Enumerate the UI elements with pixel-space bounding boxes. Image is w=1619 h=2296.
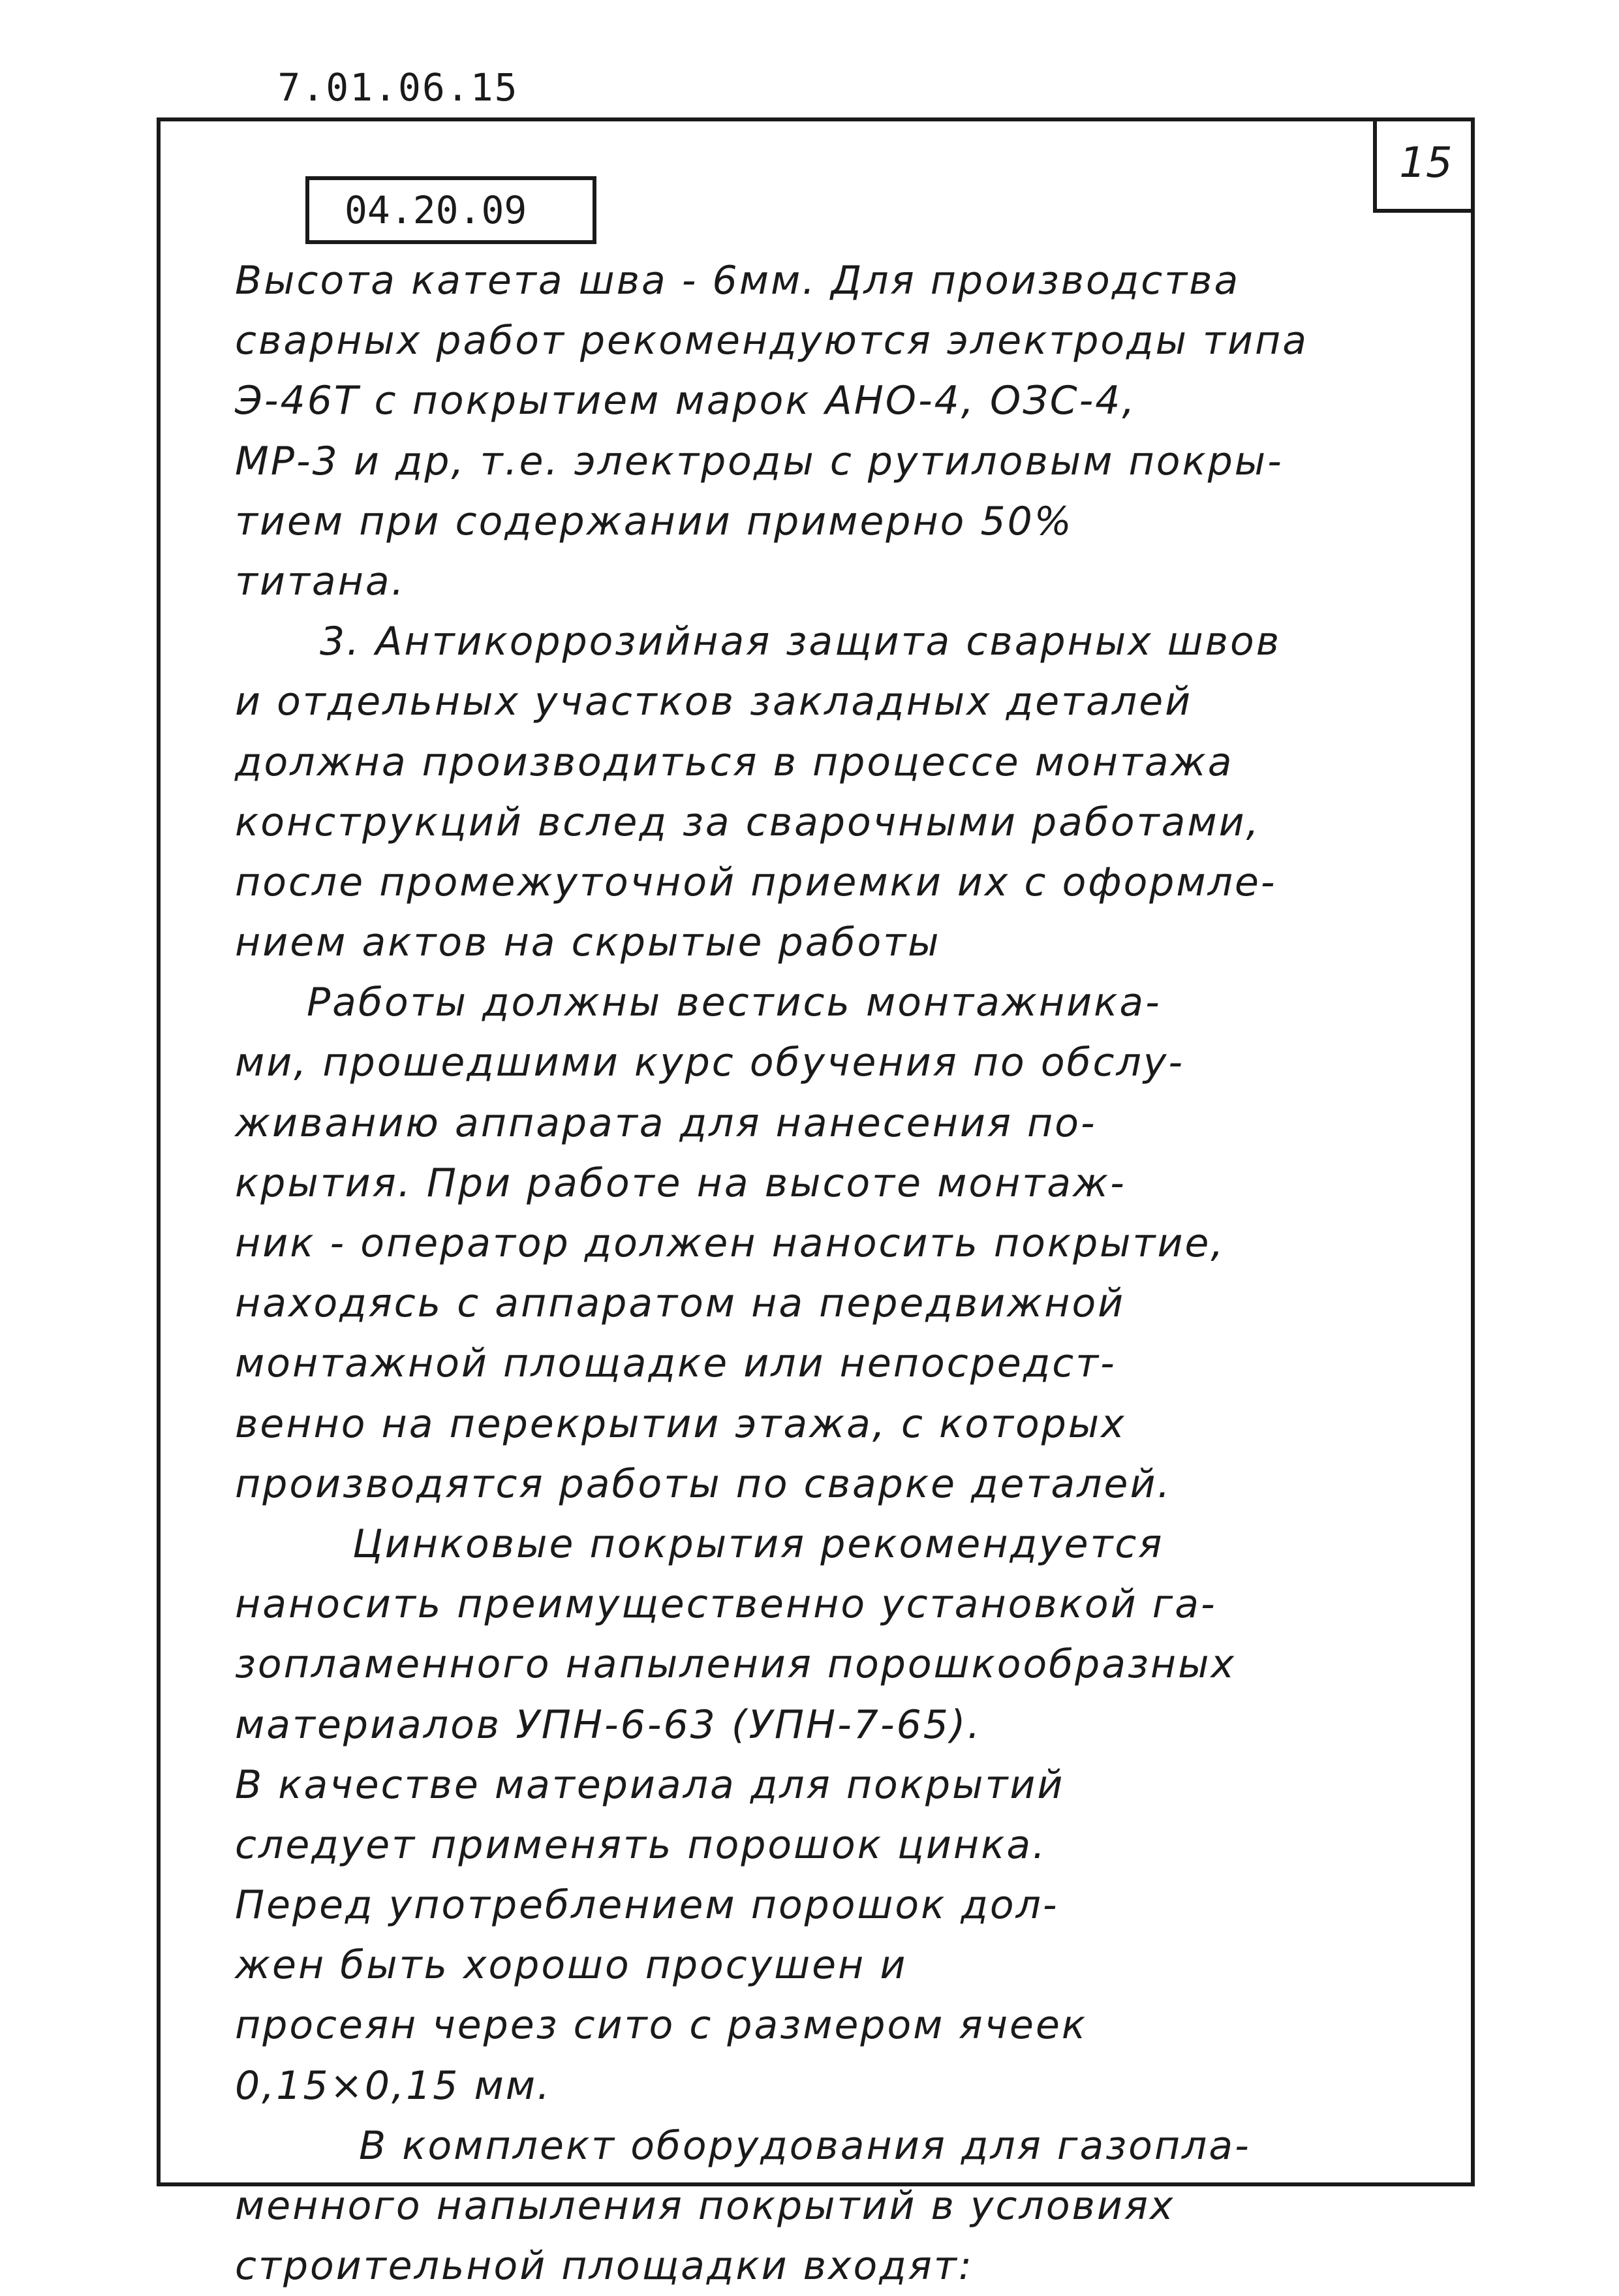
text-line: МР-3 и др, т.е. электроды с рутиловым покры- [235,438,1284,484]
text-line: В комплект оборудования для газопла- [359,2122,1251,2169]
text-line: нием актов на скрытые работы [235,920,941,966]
text-line: живанию аппарата для нанесения по- [235,1100,1097,1146]
text-line: ник - оператор должен наносить покрытие, [235,1220,1226,1266]
text-line: венно на перекрытии этажа, с которых [235,1401,1126,1447]
document-code: 7.01.06.15 [277,65,519,110]
text-line: следует применять порошок цинка. [235,1822,1047,1868]
document-code-box: 04.20.09 [305,176,596,244]
text-line: находясь с аппаратом на передвижной [235,1280,1126,1327]
text-line: менного напыления покрытий в условиях [235,2183,1175,2229]
text-line: должна производиться в процессе монтажа [235,739,1234,785]
text-line: и отдельных участков закладных деталей [235,679,1193,725]
text-line: 3. Антикоррозийная защита сварных швов [320,619,1282,665]
text-line: материалов УПН-6-63 (УПН-7-65). [235,1701,982,1748]
text-line: Цинковые покрытия рекомендуется [352,1521,1164,1567]
text-line: зопламенного напыления порошкообразных [235,1641,1237,1688]
page-number: 15 [1373,117,1475,213]
text-line: Работы должны вестись монтажника- [307,980,1162,1026]
text-line: титана. [235,558,406,604]
text-line: наносить преимущественно установкой га- [235,1581,1217,1628]
text-line: крытия. При работе на высоте монтаж- [235,1160,1126,1206]
handwritten-text-body [235,251,1449,2296]
text-line: сварных работ рекомендуются электроды типа [235,318,1308,364]
text-line: Перед употреблением порошок дол- [235,1882,1059,1929]
text-line: после промежуточной приемки их с оформле- [235,859,1277,905]
text-line: строительной площадки входят: [235,2243,974,2289]
text-line: ми, прошедшими курс обучения по обслу- [235,1040,1185,1086]
text-line: тием при содержании примерно 50% [235,498,1073,544]
text-line: монтажной площадке или непосредст- [235,1341,1117,1387]
text-line: жен быть хорошо просушен и [235,1942,908,1989]
text-line: производятся работы по сварке деталей. [235,1461,1172,1507]
text-line: В качестве материала для покрытий [235,1761,1065,1808]
text-line: Высота катета шва - 6мм. Для производства [235,258,1241,303]
text-line: просеян через сито с размером ячеек [235,2002,1088,2049]
text-line: 0,15×0,15 мм. [235,2062,552,2109]
text-line: Э-46Т с покрытием марок АНО-4, ОЗС-4, [235,378,1137,424]
text-line: конструкций вслед за сварочными работами, [235,799,1261,845]
